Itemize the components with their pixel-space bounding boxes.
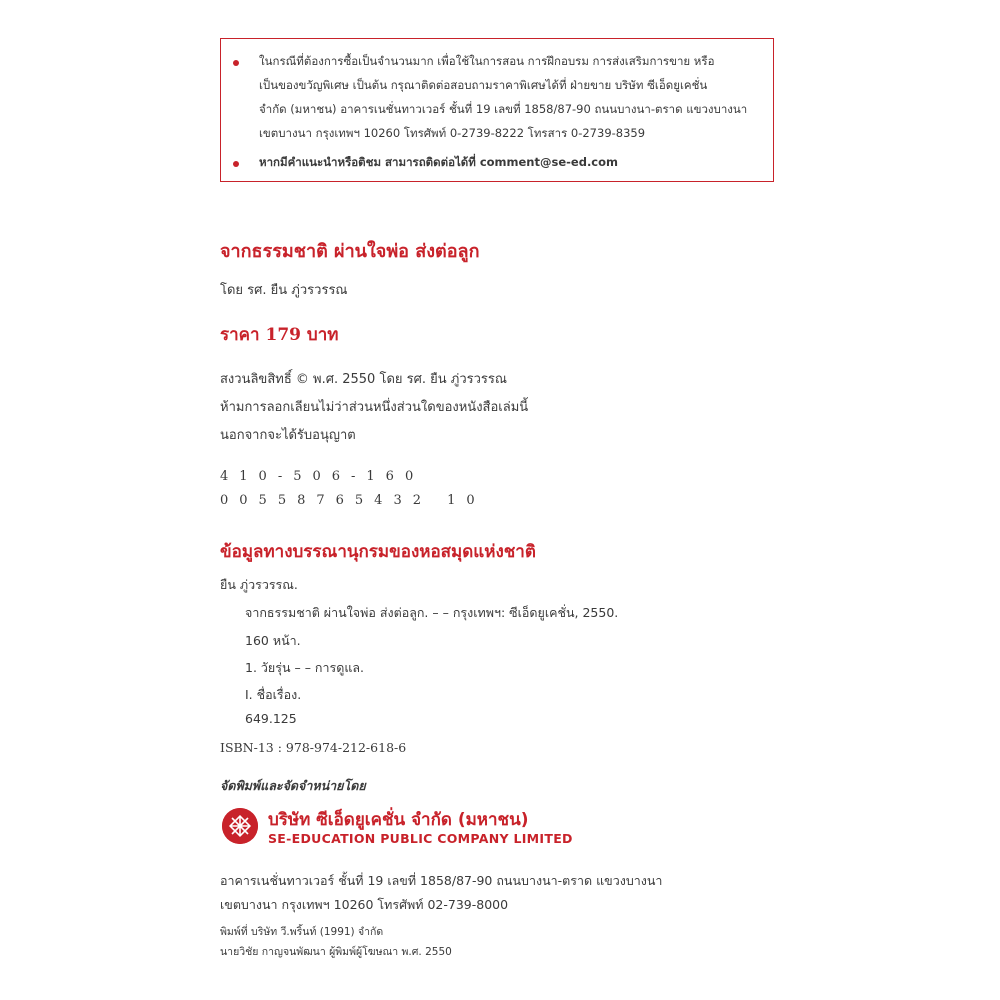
book-price: ราคา 179 บาท xyxy=(220,325,339,345)
print-code-row-1: 410-506-160 xyxy=(220,469,425,484)
publisher-address-line-2: เขตบางนา กรุงเทพฯ 10260 โทรศัพท์ 02-739-8000 xyxy=(220,897,509,912)
notice-line-2: เป็นของขวัญพิเศษ เป็นต้น กรุณาติดต่อสอบถามราคาพิเศษได้ที่ ฝ่ายขาย บริษัท ซีเอ็ดยูเคชั่น xyxy=(259,78,708,92)
copyright-line-2: ห้ามการลอกเลียนไม่ว่าส่วนหนึ่งส่วนใดของหนังสือเล่มนี้ xyxy=(220,400,529,415)
se-ed-logo-icon xyxy=(222,808,258,844)
printer-line-2: นายวิชัย กาญจนพัฒนา ผู้พิมพ์ผู้โฆษณา พ.ศ. 2550 xyxy=(220,946,452,958)
catalog-pages: 160 หน้า. xyxy=(245,633,301,648)
catalog-subject: 1. วัยรุ่น – – การดูแล. xyxy=(245,660,365,675)
book-title: จากธรรมชาติ ผ่านใจพ่อ ส่งต่อลูก xyxy=(220,241,480,262)
book-author: โดย รศ. ยืน ภู่วรวรรณ xyxy=(220,283,348,298)
printer-line-1: พิมพ์ที่ บริษัท วี.พริ้นท์ (1991) จำกัด xyxy=(220,926,384,938)
notice-line-3: จำกัด (มหาชน) อาคารเนชั่นทาวเวอร์ ชั้นที่ 19 เลขที่ 1858/87-90 ถนนบางนา-ตราด แขวงบางนา xyxy=(259,102,748,116)
copyright-line-3: นอกจากจะได้รับอนุญาต xyxy=(220,428,356,443)
notice-contact: หากมีคำแนะนำหรือติชม สามารถติดต่อได้ที่ comment@se-ed.com xyxy=(259,155,619,169)
publisher-label: จัดพิมพ์และจัดจำหน่ายโดย xyxy=(220,778,366,793)
isbn: ISBN-13 : 978-974-212-618-6 xyxy=(220,740,407,755)
notice-line-1: ในกรณีที่ต้องการซื้อเป็นจำนวนมาก เพื่อใช้ในการสอน การฝึกอบรม การส่งเสริมการขาย หรือ xyxy=(259,54,715,68)
catalog-heading: ข้อมูลทางบรรณานุกรมของหอสมุดแห่งชาติ xyxy=(220,542,536,562)
bullet-dot xyxy=(233,161,239,167)
print-code-row-2: 00558765432 10 xyxy=(220,493,486,508)
catalog-title-index: I. ชื่อเรื่อง. xyxy=(245,687,302,702)
notice-box xyxy=(220,38,774,182)
bullet-dot xyxy=(233,60,239,66)
catalog-class-number: 649.125 xyxy=(245,711,297,726)
catalog-author: ยืน ภู่วรวรรณ. xyxy=(220,577,298,592)
copyright-line-1: สงวนลิขสิทธิ์ © พ.ศ. 2550 โดย รศ. ยืน ภู่วรวรรณ xyxy=(220,372,507,387)
publisher-name-english: SE-EDUCATION PUBLIC COMPANY LIMITED xyxy=(268,831,573,846)
catalog-title: จากธรรมชาติ ผ่านใจพ่อ ส่งต่อลูก. – – กรุงเทพฯ: ซีเอ็ดยูเคชั่น, 2550. xyxy=(245,605,619,620)
notice-line-4: เขตบางนา กรุงเทพฯ 10260 โทรศัพท์ 0-2739-8222 โทรสาร 0-2739-8359 xyxy=(259,126,646,140)
publisher-address-line-1: อาคารเนชั่นทาวเวอร์ ชั้นที่ 19 เลขที่ 1858/87-90 ถนนบางนา-ตราด แขวงบางนา xyxy=(220,873,663,888)
publisher-name-thai: บริษัท ซีเอ็ดยูเคชั่น จำกัด (มหาชน) xyxy=(268,810,529,830)
